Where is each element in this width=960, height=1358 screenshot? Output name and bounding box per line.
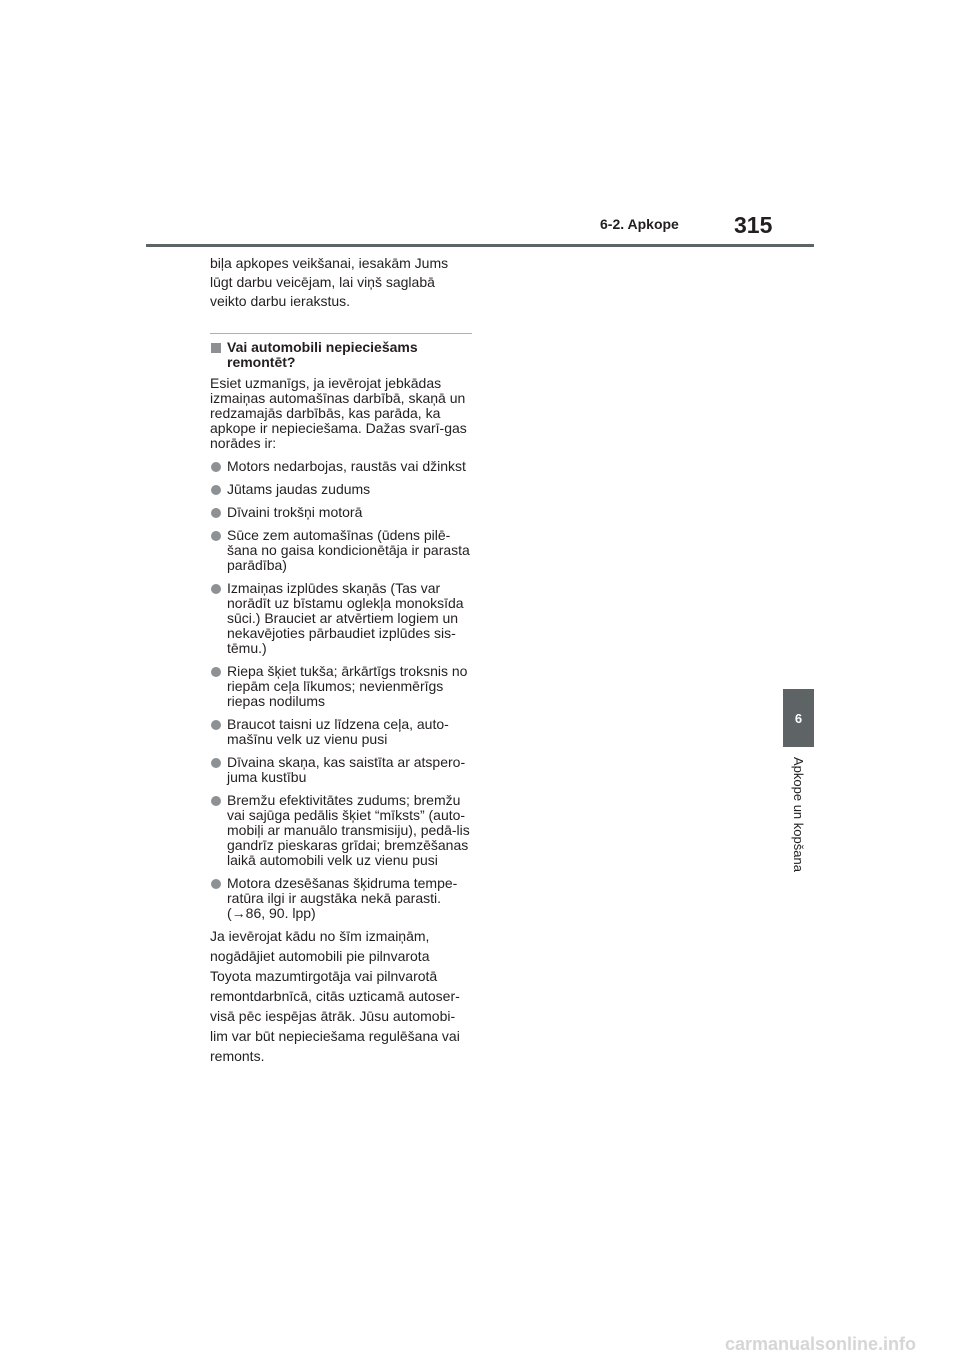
circle-bullet-icon (211, 667, 221, 677)
list-item (210, 664, 472, 709)
circle-bullet-icon (211, 531, 221, 541)
list-item-text: Dīvaina skaņa, kas saistīta ar atspero-juma kustību (227, 754, 466, 785)
square-bullet-icon (211, 343, 221, 353)
list-item (210, 793, 472, 868)
list-item (210, 505, 472, 520)
list-item-text: Dīvaini trokšņi motorā (227, 504, 363, 520)
list-item-text: Riepa šķiet tukša; ārkārtīgs troksnis no riepām ceļa līkumos; nevienmērīgs riepas nodilums (227, 663, 468, 709)
header-divider (146, 244, 814, 247)
circle-bullet-icon (211, 508, 221, 518)
circle-bullet-icon (211, 462, 221, 472)
chapter-tab[interactable] (783, 689, 814, 747)
page-number: 315 (734, 212, 773, 238)
symptom-list (210, 459, 472, 921)
list-item (210, 581, 472, 656)
list-item-text: Motors nedarbojas, raustās vai džinkst (227, 458, 466, 474)
section-description: Esiet uzmanīgs, ja ievērojat jebkādas izmaiņas automašīnas darbībā, skaņā un redzamajās darbībās, kas parāda, ka apkope ir nepieciešama. Dažas svarī-gas norādes ir: (210, 375, 467, 451)
list-item-text: Jūtams jaudas zudums (227, 481, 371, 497)
list-item-text: Izmaiņas izplūdes skaņās (Tas var norādīt uz bīstamu oglekļa monoksīda sūci.) Brauciet ar atvērtiem logiem un nekavējoties pārbaudiet izplūdes sis-tēmu.) (227, 580, 464, 656)
list-item (210, 528, 472, 573)
circle-bullet-icon (211, 879, 221, 889)
list-item-text: Sūce zem automašīnas (ūdens pilē-šana no gaisa kondicionētāja ir parasta parādība) (227, 527, 470, 573)
header-section-title: 6-2. Apkope (600, 216, 679, 232)
main-content (210, 254, 472, 1066)
circle-bullet-icon (211, 720, 221, 730)
circle-bullet-icon (211, 485, 221, 495)
list-item (210, 459, 472, 474)
circle-bullet-icon (211, 758, 221, 768)
list-item-text: Motora dzesēšanas šķidruma tempe-ratūra ilgi ir augstāka nekā parasti.(→86, 90. lpp) (227, 875, 458, 921)
circle-bullet-icon (211, 584, 221, 594)
list-item-text: Bremžu efektivitātes zudums; bremžu vai sajūga pedālis šķiet “mīksts” (auto-mobiļi ar manuālo transmisiju), pedā-lis gandrīz pieskaras grīdai; bremzēšanas laikā automobili velk uz vienu pusi (227, 792, 470, 868)
list-item-text: Braucot taisni uz līdzena ceļa, auto-mašīnu velk uz vienu pusi (227, 716, 449, 747)
section-heading-text: Vai automobili nepieciešams remontēt? (227, 339, 418, 370)
list-item (210, 717, 472, 747)
closing-paragraph: Ja ievērojat kādu no šīm izmaiņām, nogādājiet automobili pie pilnvarota Toyota mazumtirgotāja vai pilnvarotā remontdarbnīcā, citās uzticamā autoser-visā pēc iespējas ātrāk. Jūsu automobi-lim var būt nepieciešama regulēšana vai remonts. (210, 928, 460, 1064)
watermark-link[interactable]: carmanualsonline.info (725, 1334, 917, 1354)
intro-paragraph: biļa apkopes veikšanai, iesakām Jums lūgt darbu veicējam, lai viņš saglabā veikto darbu ierakstus. (210, 255, 449, 309)
chapter-title-vertical: Apkope un kopšana (791, 757, 806, 872)
chapter-number: 6 (794, 710, 803, 726)
section-heading (210, 340, 472, 370)
list-item (210, 876, 472, 921)
circle-bullet-icon (211, 796, 221, 806)
section-divider (210, 333, 472, 334)
list-item (210, 482, 472, 497)
list-item (210, 755, 472, 785)
